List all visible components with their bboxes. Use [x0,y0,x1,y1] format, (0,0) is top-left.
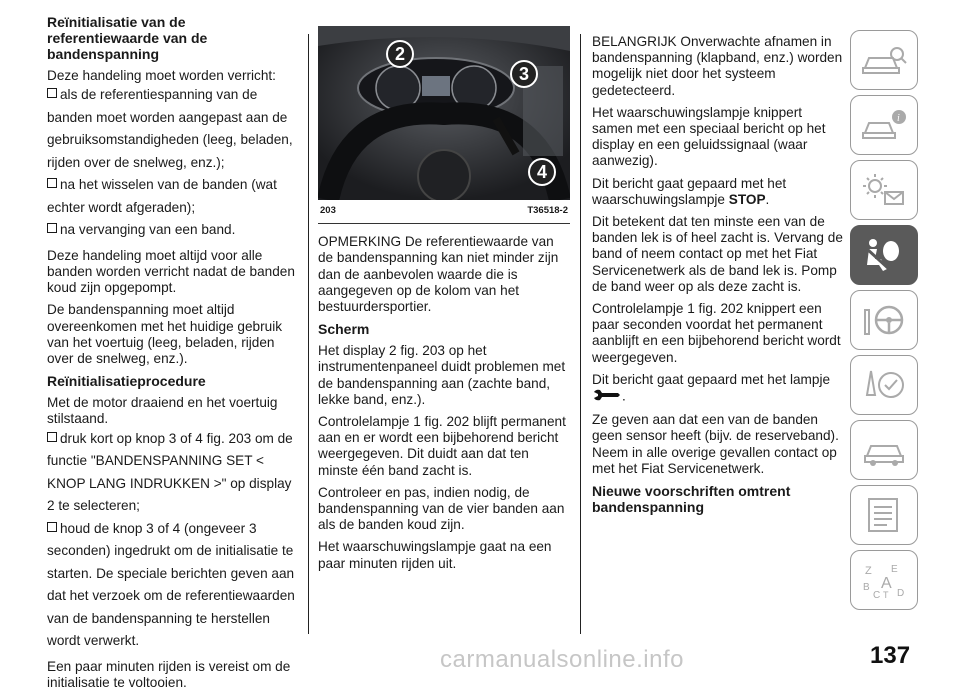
tab-car-search[interactable] [850,30,918,90]
paragraph: Controleer en pas, indien nodig, de bandenspanning van de vier banden aan als de banden koud zijn. [318,484,565,533]
text-column-1 [47,14,299,697]
stop-label: STOP [728,191,766,207]
column-divider [308,34,309,634]
tab-airbag-seat[interactable] [850,225,918,285]
bullet-item: druk kort op knop 3 of 4 fig. 203 om de functie "BANDENSPANNING SET < KNOP LANG INDRUKKEN >" op display 2 te selecteren; [47,430,293,514]
index-letter: D [897,588,905,599]
breakdown-icon [859,365,909,405]
note-paragraph: OPMERKING De referentiewaarde van de bandenspanning kan niet minder zijn dan de aanbevolen waarde die is aangegeven op de kolom van het bestuurdersportier. [318,234,559,315]
paragraph: Dit bericht gaat gepaard met het waarschuwingslampje STOP. [592,175,787,207]
steering-wheel-icon [859,300,909,340]
index-letter: A [881,575,892,592]
paragraph: Deze handeling moet altijd voor alle banden worden verricht nadat de banden koud zijn opgepompt. [47,247,295,296]
section-heading-reinit-reference: Reïnitialisatie van de referentiewaarde van de bandenspanning [47,14,208,62]
checkbox-bullet-icon [47,223,57,233]
car-maintenance-icon [859,430,909,470]
index-letter: B [863,582,870,593]
car-info-icon [859,105,909,145]
bullet-item: na vervanging van een band. [47,219,299,242]
chapter-tabs [850,30,924,615]
car-search-icon [859,40,909,80]
tab-warning-lights[interactable] [850,160,918,220]
paragraph: Met de motor draaiend en het voertuig stilstaand. [47,395,278,427]
bullet-item: na het wisselen van de banden (wat echter wordt afgeraden); [47,177,277,215]
paragraph: Controlelampje 1 fig. 202 knippert een paar seconden voordat het permanent aanblijft en een bijbehorend bericht wordt weergegeven. [592,301,841,365]
paragraph: Ze geven aan dat een van de banden geen sensor heeft (bijv. de reserveband). Neem in alle overige gevallen contact op met het Fiat Servicenetwerk. [592,412,839,476]
watermark: carmanualsonline.info [440,646,684,673]
figure-code: T36518-2 [527,205,568,216]
paragraph: Het waarschuwingslampje knippert samen met een speciaal bericht op het display en een geluidssignaal (waar aanwezig). [592,104,826,169]
callout-badge-2: 2 [386,40,414,68]
page-number: 137 [870,642,911,669]
section-heading-reinit-procedure: Reïnitialisatieprocedure [47,373,206,390]
tab-index[interactable] [850,550,918,610]
svg-text:i: i [897,113,900,124]
tab-car-info[interactable] [850,95,918,155]
paragraph: Dit betekent dat ten minste een van de banden lek is of heel zacht is. Vervang de band of neem contact op met het Fiat Servicenetwerk als de band lek is. Pomp de band weer op als deze zacht is. [592,214,843,294]
column-divider [580,34,581,634]
checkbox-bullet-icon [47,88,57,98]
index-letter: E [891,564,898,575]
callout-badge-3: 3 [510,60,538,88]
index-letter: Z [865,565,872,577]
paragraph: Dit bericht gaat gepaard met het lampje . [592,372,844,406]
tab-breakdown[interactable] [850,355,918,415]
text-column-3 [592,34,844,521]
bullet-item: houd de knop 3 of 4 (ongeveer 3 seconden) ingedrukt om de initialisatie te starten. De speciale berichten geven aan dat het verzoek om de referentiewaarden van de bandenspanning te herstellen wordt verwerkt. [47,520,295,649]
paragraph: Het waarschuwingslampje gaat na een paar minuten rijden uit. [318,539,552,571]
technical-data-icon [859,495,909,535]
paragraph: Het display 2 fig. 203 op het instrumentenpaneel duidt problemen met de bandenspanning aan (zachte band, lekke band, enz.). [318,343,566,407]
wrench-icon [592,388,622,406]
warning-lights-icon [859,170,909,210]
tab-car-maintenance[interactable] [850,420,918,480]
paragraph: Deze handeling moet worden verricht: [47,68,276,83]
paragraph: De bandenspanning moet altijd overeenkomen met het huidige gebruik van het voertuig (leeg, beladen, rijden over de snelweg, enz.). [47,302,283,366]
paragraph: Een paar minuten rijden is vereist om de initialisatie te voltooien. [47,658,291,690]
checkbox-bullet-icon [47,522,57,532]
tab-technical-data[interactable] [850,485,918,545]
figure-number: 203 [320,205,336,216]
section-heading-scherm: Scherm [318,321,370,338]
index-letter: C [873,590,881,600]
paragraph: Controlelampje 1 fig. 202 blijft permanent aan en er wordt een bijbehorend bericht weergegeven. Dit duidt aan dat ten minste één band zacht is. [318,414,566,478]
airbag-seat-icon [859,235,909,275]
checkbox-bullet-icon [47,178,57,188]
tab-steering-wheel[interactable] [850,290,918,350]
index-icon [859,560,909,600]
figure-caption [318,200,570,224]
text-column-2 [318,20,570,578]
section-heading-new-regulations: Nieuwe voorschriften omtrent bandenspanning [592,483,791,516]
bullet-item: als de referentiespanning van de banden moet worden aangepast aan de gebruiksomstandigheden (leeg, beladen, rijden over de snelweg, enz.); [47,87,293,170]
dashboard-photo [318,26,570,200]
checkbox-bullet-icon [47,432,57,442]
callout-badge-4: 4 [528,158,556,186]
important-paragraph: BELANGRIJK Onverwachte afnamen in bandenspanning (klapband, enz.) worden mogelijk niet door het systeem gedetecteerd. [592,34,843,98]
index-letter: T [883,590,889,600]
